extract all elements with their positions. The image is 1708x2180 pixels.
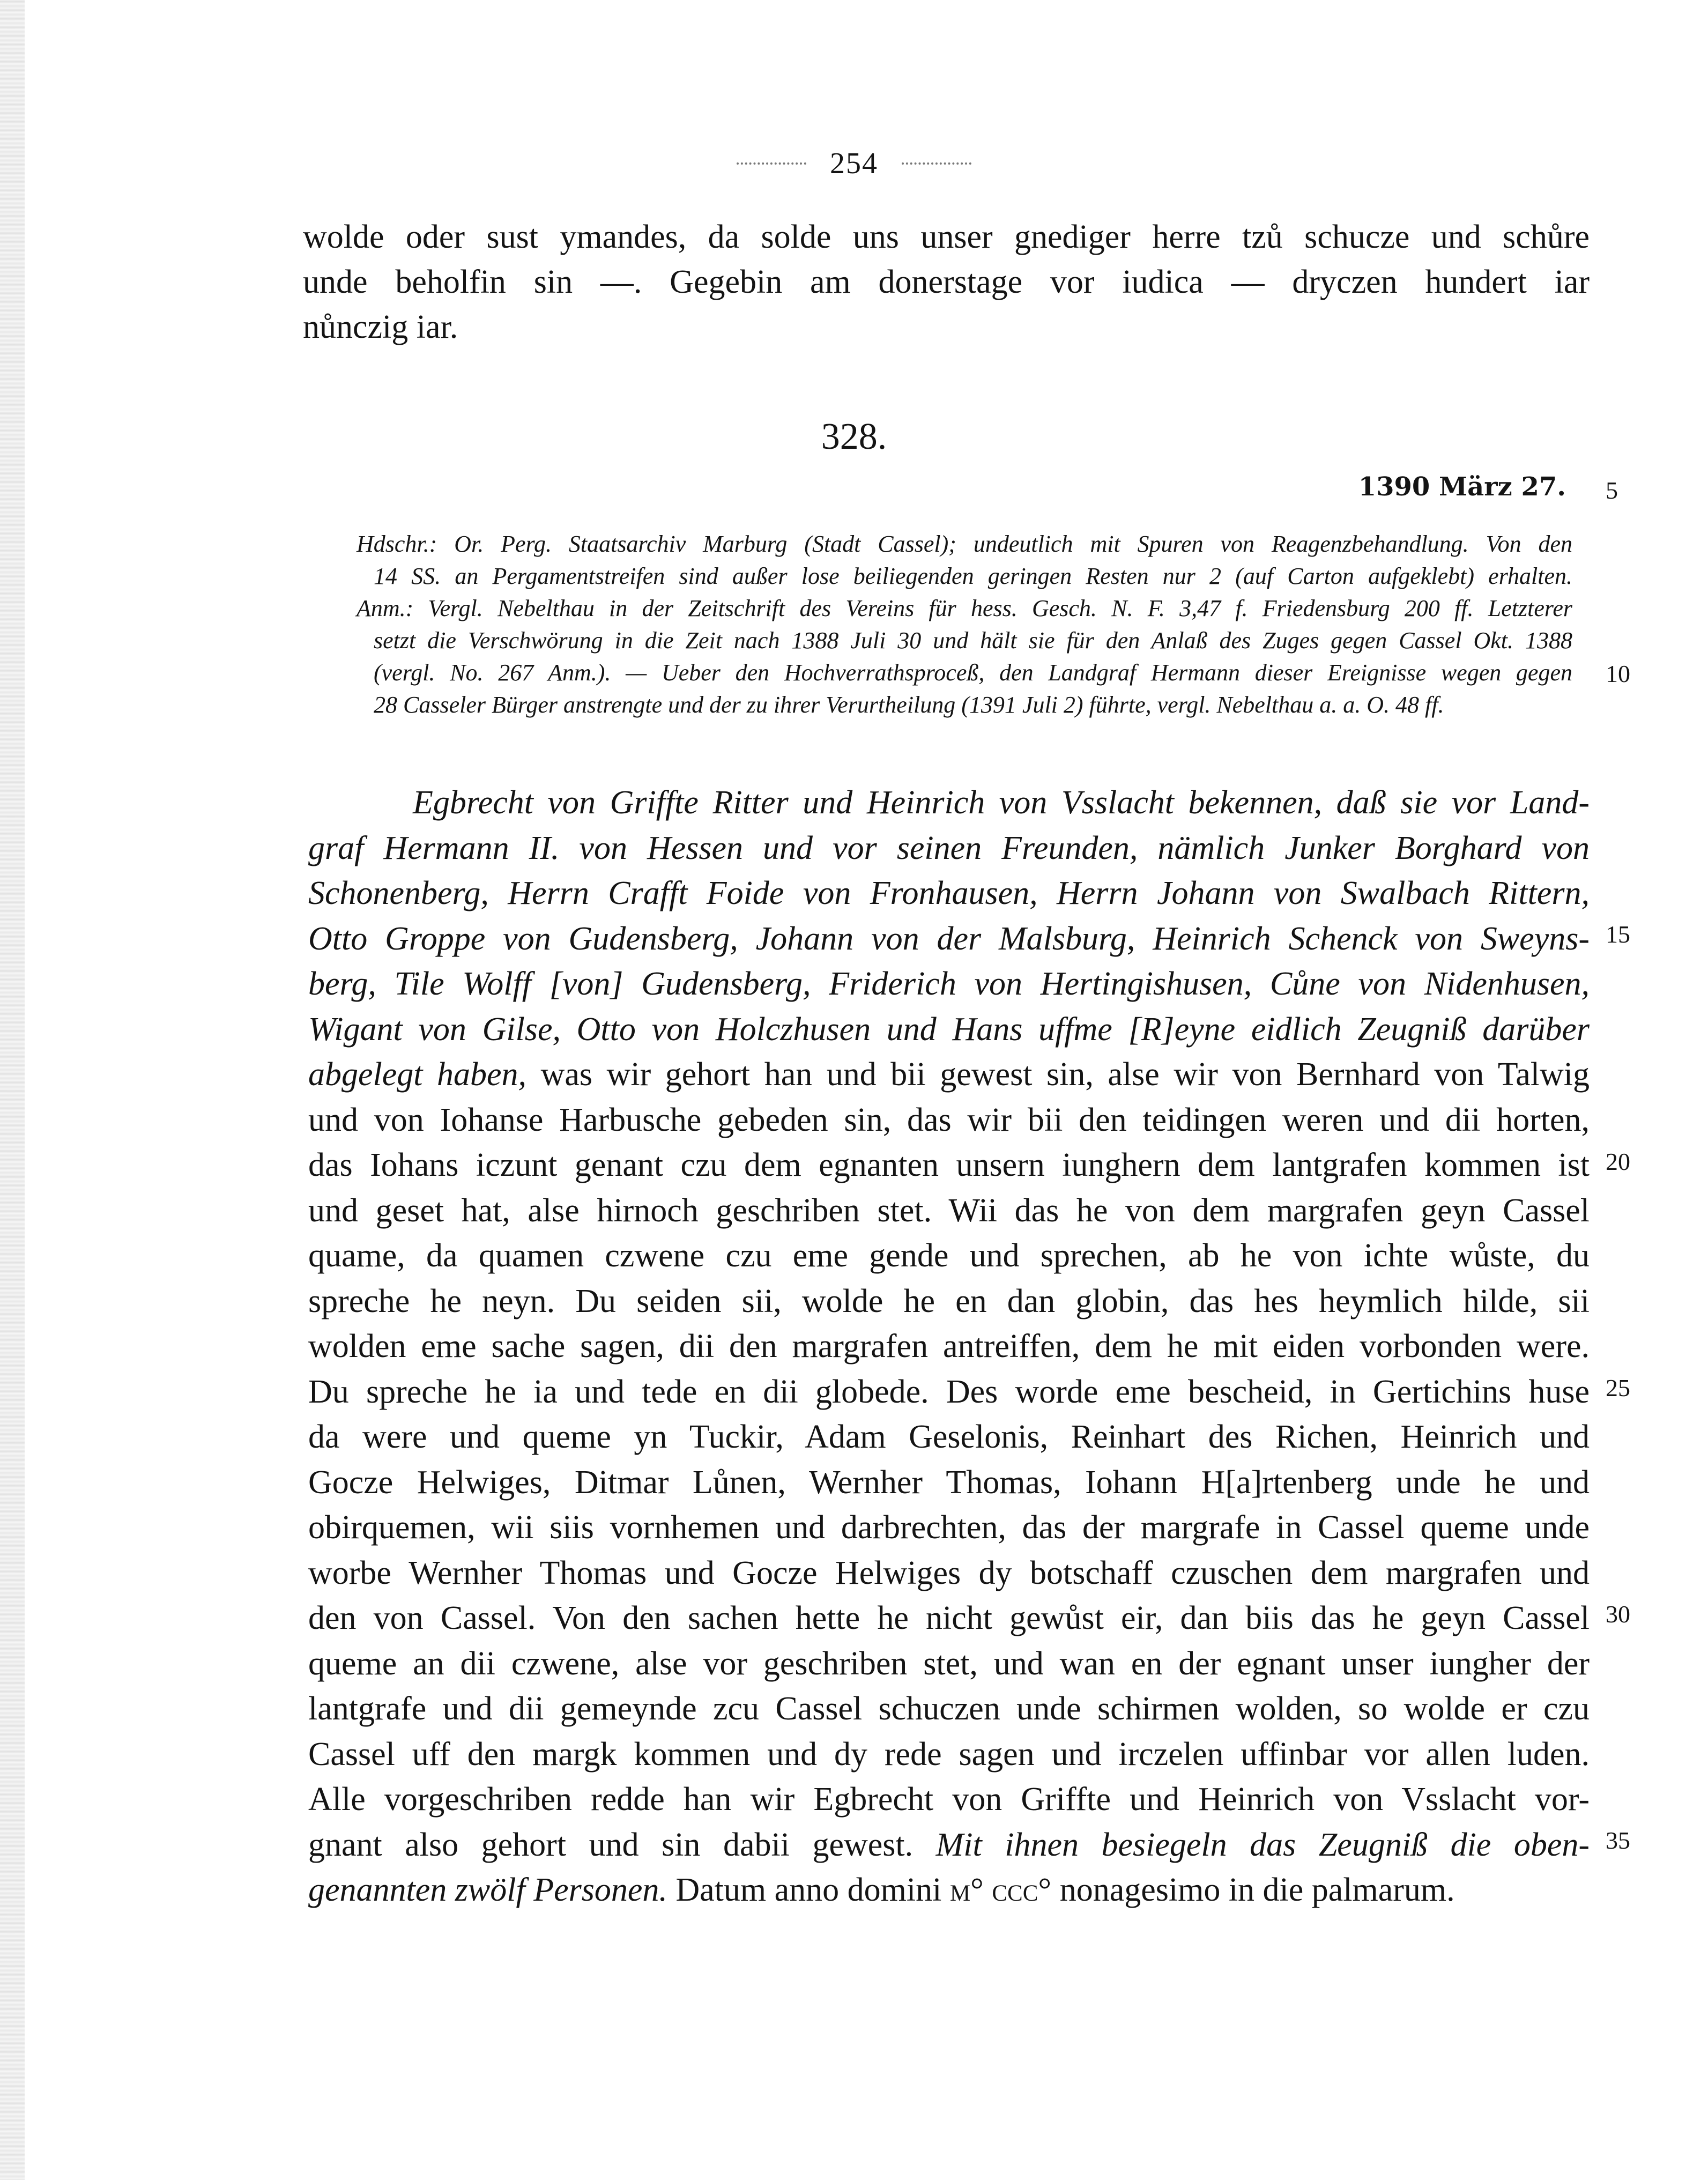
line-number-15: 15: [1606, 921, 1630, 948]
scan-edge: [0, 0, 25, 2180]
note-line: 14 SS. an Pergamentstreifen sind außer lose beiliegenden geringen Resten nur 2 (auf Carton aufgeklebt) erhalten.: [374, 563, 1572, 589]
note-line: Hdschr.: Or. Perg. Staatsarchiv Marburg (Stadt Cassel); undeutlich mit Spuren von Reagenzbehandlung. Von den: [357, 531, 1572, 557]
header-rule-left: [737, 162, 806, 165]
note-line: Anm.: Vergl. Nebelthau in der Zeitschrift des Vereins für hess. Gesch. N. F. 3,47 f. Friedensburg 200 ff. Letzterer: [357, 595, 1572, 621]
text-line: worbe Wernher Thomas und Gocze Helwiges dy botschaff czuschen dem margrafen und: [308, 1554, 1590, 1591]
continuation-line: nůnczig iar.: [303, 309, 458, 345]
text-line: Wigant von Gilse, Otto von Holczhusen und Hans uffme [R]eyne eidlich Zeugniß darüber: [308, 1011, 1590, 1048]
line-number-35: 35: [1606, 1827, 1630, 1854]
text-line: den von Cassel. Von den sachen hette he nicht gewůst eir, dan biis das he geyn Cassel: [308, 1600, 1590, 1636]
note-line: (vergl. No. 267 Anm.). — Ueber den Hochverrathsproceß, den Landgraf Hermann dieser Ereignisse wegen gegen: [374, 659, 1572, 686]
text-line: lantgrafe und dii gemeynde zcu Cassel schuczen unde schirmen wolden, so wolde er czu: [308, 1690, 1590, 1727]
text-italic-segment: Mit ihnen besiegeln das Zeugniß die oben-: [935, 1826, 1590, 1863]
roman-numeral-segment: m° ccc°: [949, 1872, 1052, 1908]
line-number-25: 25: [1606, 1374, 1630, 1402]
text-line: und geset hat, alse hirnoch geschriben stet. Wii das he von dem margrafen geyn Cassel: [308, 1192, 1590, 1229]
text-line: Alle vorgeschriben redde han wir Egbrecht von Griffte und Heinrich von Vsslacht vor-: [308, 1781, 1590, 1818]
text-line: Cassel uff den margk kommen und dy rede sagen und irczelen uffinbar vor allen luden.: [308, 1736, 1590, 1773]
text-line: Du spreche he ia und tede en dii globede. Des worde eme bescheid, in Gertichins huse: [308, 1373, 1590, 1410]
text-line: spreche he neyn. Du seiden sii, wolde he en dan globin, das hes heymlich hilde, sii: [308, 1282, 1590, 1319]
note-line: 28 Casseler Bürger anstrengte und der zu ihrer Verurtheilung (1391 Juli 2) führte, vergl. Nebelthau a. a. O. 48 ff.: [374, 692, 1444, 718]
continuation-text: [303, 214, 1590, 350]
text-segment: Datum anno domini: [667, 1872, 950, 1908]
text-segment: nonagesimo in die palmarum.: [1051, 1872, 1455, 1908]
text-line: berg, Tile Wolff [von] Gudensberg, Friderich von Hertingishusen, Cůne von Nidenhusen,: [308, 966, 1590, 1002]
text-line: da were und queme yn Tuckir, Adam Geselonis, Reinhart des Richen, Heinrich und: [308, 1419, 1590, 1455]
line-number-30: 30: [1606, 1600, 1630, 1628]
text-segment: gnant also gehort und sin dabii gewest.: [308, 1826, 936, 1863]
text-segment: was wir gehort han und bii gewest sin, alse wir von Bernhard von Talwig: [526, 1056, 1590, 1093]
page-number: 254: [830, 147, 878, 180]
text-italic-segment: genannten zwölf Personen.: [308, 1872, 667, 1908]
document-text: [308, 780, 1590, 1913]
page-header: [0, 142, 1708, 185]
text-line: das Iohans iczunt genant czu dem egnanten unsern iunghern dem lantgrafen kommen ist: [308, 1147, 1590, 1183]
text-line: Egbrecht von Griffte Ritter und Heinrich von Vsslacht bekennen, daß sie vor Land-: [413, 784, 1590, 821]
text-line: [308, 1822, 1590, 1868]
text-line: queme an dii czwene, alse vor geschriben stet, und wan en der egnant unser iungher der: [308, 1645, 1590, 1682]
text-line: obirquemen, wii siis vornhemen und darbrechten, das der margrafe in Cassel queme unde: [308, 1509, 1590, 1546]
header-rule-right: [902, 162, 971, 165]
text-line: quame, da quamen czwene czu eme gende und sprechen, ab he von ichte wůste, du: [308, 1237, 1590, 1274]
document-number: 328.: [821, 416, 887, 457]
text-line: und von Iohanse Harbusche gebeden sin, das wir bii den teidingen weren und dii horten,: [308, 1101, 1590, 1138]
text-line: Otto Groppe von Gudensberg, Johann von der Malsburg, Heinrich Schenck von Sweyns-: [308, 920, 1590, 957]
text-line: [308, 1052, 1590, 1098]
text-line: wolden eme sache sagen, dii den margrafen antreiffen, dem he mit eiden vorbonden were.: [308, 1328, 1590, 1365]
text-line: [308, 1867, 1590, 1913]
line-number-10: 10: [1606, 660, 1630, 687]
text-line: graf Hermann II. von Hessen und vor seinen Freunden, nämlich Junker Borghard von: [308, 829, 1590, 866]
document-date: 1390 März 27.: [1358, 472, 1566, 502]
continuation-line: unde beholfin sin —. Gegebin am donerstage vor iudica — dryczen hundert iar: [303, 264, 1590, 300]
text-line: Gocze Helwiges, Ditmar Lůnen, Wernher Thomas, Iohann H[a]rtenberg unde he und: [308, 1464, 1590, 1501]
text-italic-segment: abgelegt haben,: [308, 1056, 527, 1093]
continuation-line: wolde oder sust ymandes, da solde uns unser gnediger herre tzů schucze und schůre: [303, 219, 1590, 255]
line-number-5: 5: [1606, 477, 1618, 504]
source-notes: [357, 528, 1572, 721]
text-line: Schonenberg, Herrn Crafft Foide von Fronhausen, Herrn Johann von Swalbach Rittern,: [308, 875, 1590, 911]
note-line: setzt die Verschwörung in die Zeit nach 1388 Juli 30 und hält sie für den Anlaß des Zuges gegen Cassel Okt. 1388: [374, 627, 1572, 654]
line-number-20: 20: [1606, 1148, 1630, 1175]
